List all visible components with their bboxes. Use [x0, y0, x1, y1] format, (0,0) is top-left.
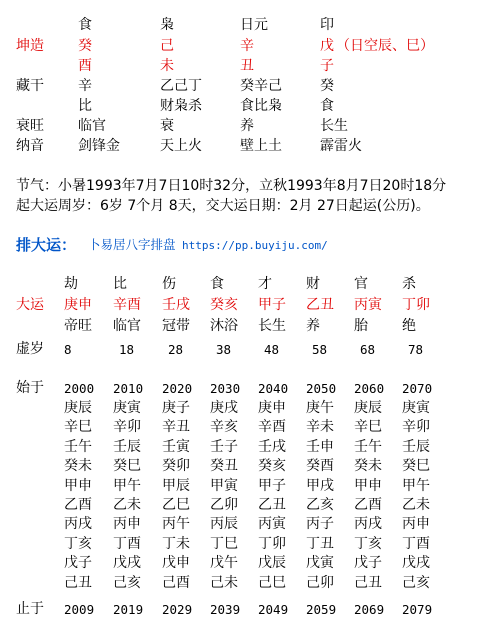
liunian-cell: 己酉	[162, 574, 190, 591]
xusui-age: 38	[216, 342, 232, 357]
end-label: 止于	[16, 601, 44, 617]
liunian-cell: 庚午	[306, 400, 334, 416]
liunian-cell: 丁亥	[354, 535, 382, 552]
shishen-header: 枭	[160, 17, 174, 33]
liunian-cell: 辛亥	[210, 419, 238, 436]
liunian-cell: 辛未	[306, 419, 334, 436]
liunian-cell: 庚子	[162, 400, 190, 416]
dayun-god: 杀	[402, 276, 416, 292]
liunian-cell: 壬寅	[162, 438, 190, 455]
liunian-cell: 癸亥	[258, 458, 286, 475]
liunian-cell: 戊辰	[258, 555, 286, 572]
jieqi-line: 节气：小暑1993年7月7日10时32分，立秋1993年8月7日20时18分	[16, 178, 447, 194]
growth-stage: 衰	[160, 118, 174, 134]
liunian-cell: 己卯	[306, 574, 334, 591]
liunian-cell: 戊子	[354, 555, 382, 572]
canggan-label: 藏干	[16, 78, 44, 94]
liunian-cell: 壬午	[64, 438, 92, 455]
liunian-cell: 戊戌	[113, 555, 141, 572]
dayun-pillar: 辛酉	[113, 297, 141, 313]
nayin-value: 天上火	[160, 138, 202, 154]
liunian-cell: 癸巳	[113, 458, 141, 475]
qiyun-line: 起大运周岁：6岁 7个月 8天，交大运日期：2月 27日起运(公历)。	[16, 198, 430, 214]
heavenly-stem: 己	[160, 38, 174, 54]
start-year: 2040	[258, 381, 289, 396]
earthly-branch: 酉	[78, 58, 92, 74]
shishen-header: 食	[78, 17, 92, 33]
liunian-cell: 戊申	[162, 555, 190, 572]
end-year: 2049	[258, 602, 289, 617]
liunian-cell: 戊戌	[402, 555, 430, 572]
dayun-pillar: 丙寅	[354, 297, 382, 313]
liunian-cell: 甲辰	[162, 477, 190, 494]
earthly-branch: 子	[320, 58, 334, 74]
liunian-cell: 壬辰	[402, 438, 430, 455]
end-year: 2029	[162, 602, 193, 617]
end-year: 2059	[306, 602, 337, 617]
dayun-pillar: 甲子	[258, 297, 286, 313]
hidden-stem-gods: 食	[320, 98, 334, 114]
liunian-cell: 乙卯	[210, 497, 238, 513]
liunian-cell: 癸酉	[306, 458, 334, 475]
hidden-stem-gods: 比	[78, 98, 92, 114]
start-label: 始于	[16, 380, 44, 396]
dayun-pillar: 乙丑	[306, 297, 334, 313]
xusui-age: 18	[119, 342, 135, 357]
liunian-cell: 甲申	[64, 477, 92, 494]
earthly-branch: 未	[160, 58, 174, 74]
dayun-god: 食	[210, 276, 224, 292]
dayun-god: 官	[354, 276, 368, 292]
liunian-cell: 辛巳	[64, 419, 92, 436]
liunian-cell: 甲子	[258, 477, 286, 494]
liunian-cell: 辛巳	[354, 419, 382, 436]
liunian-cell: 乙未	[113, 497, 141, 513]
shuaiwang-label: 衰旺	[16, 118, 44, 134]
dayun-stage: 养	[306, 318, 320, 334]
liunian-cell: 己未	[210, 574, 238, 591]
liunian-cell: 乙酉	[354, 497, 382, 513]
liunian-cell: 丁未	[162, 535, 190, 552]
liunian-cell: 戊寅	[306, 555, 334, 572]
dayun-label: 大运	[16, 297, 44, 313]
growth-stage: 养	[240, 118, 254, 134]
hidden-stems: 乙己丁	[160, 78, 202, 94]
liunian-cell: 癸巳	[402, 458, 430, 475]
start-year: 2050	[306, 381, 337, 396]
start-year: 2070	[402, 381, 433, 396]
end-year: 2009	[64, 602, 95, 617]
dayun-god: 财	[306, 276, 320, 292]
dayun-stage: 冠带	[162, 318, 190, 334]
xusui-age: 78	[408, 342, 424, 357]
liunian-cell: 己亥	[113, 574, 141, 591]
xusui-age: 68	[360, 342, 376, 357]
liunian-cell: 庚寅	[113, 400, 141, 416]
liunian-cell: 辛卯	[113, 419, 141, 436]
dayun-pillar: 丁卯	[402, 297, 430, 313]
liunian-cell: 甲申	[354, 477, 382, 494]
dayun-stage: 长生	[258, 318, 286, 334]
hidden-stem-gods: 食比枭	[240, 98, 282, 114]
liunian-cell: 庚寅	[402, 400, 430, 416]
nayin-value: 霹雷火	[320, 138, 362, 154]
liunian-cell: 乙丑	[258, 497, 286, 513]
heavenly-stem: 辛	[240, 38, 254, 54]
nayin-label: 纳音	[16, 138, 44, 154]
liunian-cell: 癸未	[354, 458, 382, 475]
nayin-value: 剑锋金	[78, 138, 120, 154]
end-year: 2039	[210, 602, 241, 617]
liunian-cell: 癸丑	[210, 458, 238, 475]
buyiju-url[interactable]: https://pp.buyiju.com/	[182, 239, 328, 252]
dayun-title: 排大运：	[16, 236, 77, 254]
liunian-cell: 庚申	[258, 400, 286, 416]
liunian-cell: 丁巳	[210, 535, 238, 552]
earthly-branch: 丑	[240, 58, 254, 74]
liunian-cell: 丁酉	[113, 535, 141, 552]
liunian-cell: 丙午	[162, 516, 190, 533]
liunian-cell: 壬午	[354, 438, 382, 455]
start-year: 2060	[354, 381, 385, 396]
liunian-cell: 丙子	[306, 516, 334, 533]
dayun-stage: 绝	[402, 318, 416, 334]
end-year: 2069	[354, 602, 385, 617]
liunian-cell: 己丑	[354, 574, 382, 591]
liunian-cell: 己亥	[402, 574, 430, 591]
liunian-cell: 庚戌	[210, 400, 238, 416]
liunian-cell: 癸未	[64, 458, 92, 475]
heavenly-stem: 戊	[320, 38, 334, 54]
dayun-god: 劫	[64, 276, 78, 292]
xusui-age: 28	[168, 342, 184, 357]
xusui-label: 虚岁	[16, 341, 44, 357]
kunzao-label: 坤造	[16, 38, 44, 54]
liunian-cell: 乙酉	[64, 497, 92, 513]
liunian-cell: 壬子	[210, 438, 238, 455]
liunian-cell: 庚辰	[64, 400, 92, 416]
liunian-cell: 丙戌	[64, 516, 92, 533]
liunian-cell: 丙戌	[354, 516, 382, 533]
liunian-cell: 壬辰	[113, 438, 141, 455]
dayun-god: 比	[113, 276, 127, 292]
hidden-stems: 辛	[78, 78, 92, 94]
dayun-stage: 胎	[354, 318, 368, 334]
dayun-stage: 帝旺	[64, 318, 92, 334]
liunian-cell: 戊子	[64, 555, 92, 572]
liunian-cell: 庚辰	[354, 400, 382, 416]
start-year: 2020	[162, 381, 193, 396]
liunian-cell: 甲戌	[306, 477, 334, 494]
liunian-cell: 丙寅	[258, 516, 286, 533]
liunian-cell: 辛卯	[402, 419, 430, 436]
hidden-stems: 癸	[320, 78, 334, 94]
start-year: 2030	[210, 381, 241, 396]
liunian-cell: 丁卯	[258, 535, 286, 552]
xusui-age: 58	[312, 342, 328, 357]
liunian-cell: 己丑	[64, 574, 92, 591]
shishen-header: 印	[320, 17, 334, 33]
start-year: 2010	[113, 381, 144, 396]
xusui-age: 48	[264, 342, 280, 357]
liunian-cell: 丁酉	[402, 535, 430, 552]
liunian-cell: 辛酉	[258, 419, 286, 436]
start-year: 2000	[64, 381, 95, 396]
liunian-cell: 辛丑	[162, 419, 190, 436]
liunian-cell: 壬申	[306, 438, 334, 455]
liunian-cell: 乙未	[402, 497, 430, 513]
heavenly-stem: 癸	[78, 38, 92, 54]
growth-stage: 长生	[320, 118, 348, 134]
stems-note: （日空辰、巳）	[336, 38, 434, 54]
liunian-cell: 丙申	[402, 516, 430, 533]
liunian-cell: 乙巳	[162, 497, 190, 513]
hidden-stems: 癸辛己	[240, 78, 282, 94]
xusui-age: 8	[64, 342, 72, 357]
dayun-stage: 临官	[113, 318, 141, 334]
growth-stage: 临官	[78, 118, 106, 134]
dayun-god: 才	[258, 276, 272, 292]
liunian-cell: 癸卯	[162, 458, 190, 475]
shishen-header: 日元	[240, 17, 268, 33]
liunian-cell: 丙辰	[210, 516, 238, 533]
liunian-cell: 甲午	[402, 477, 430, 494]
dayun-god: 伤	[162, 276, 176, 292]
dayun-pillar: 癸亥	[210, 297, 238, 313]
hidden-stem-gods: 财枭杀	[160, 98, 202, 114]
liunian-cell: 戊午	[210, 555, 238, 572]
liunian-cell: 甲午	[113, 477, 141, 494]
liunian-cell: 己巳	[258, 574, 286, 591]
buyiju-link[interactable]: 卜易居八字排盘	[88, 237, 176, 252]
dayun-pillar: 壬戌	[162, 297, 190, 313]
dayun-stage: 沐浴	[210, 318, 238, 334]
end-year: 2019	[113, 602, 144, 617]
end-year: 2079	[402, 602, 433, 617]
liunian-cell: 丙申	[113, 516, 141, 533]
liunian-cell: 丁亥	[64, 535, 92, 552]
liunian-cell: 乙亥	[306, 497, 334, 513]
liunian-cell: 壬戌	[258, 438, 286, 455]
nayin-value: 壁上土	[240, 138, 282, 154]
liunian-cell: 丁丑	[306, 535, 334, 552]
dayun-pillar: 庚申	[64, 297, 92, 313]
liunian-cell: 甲寅	[210, 477, 238, 494]
